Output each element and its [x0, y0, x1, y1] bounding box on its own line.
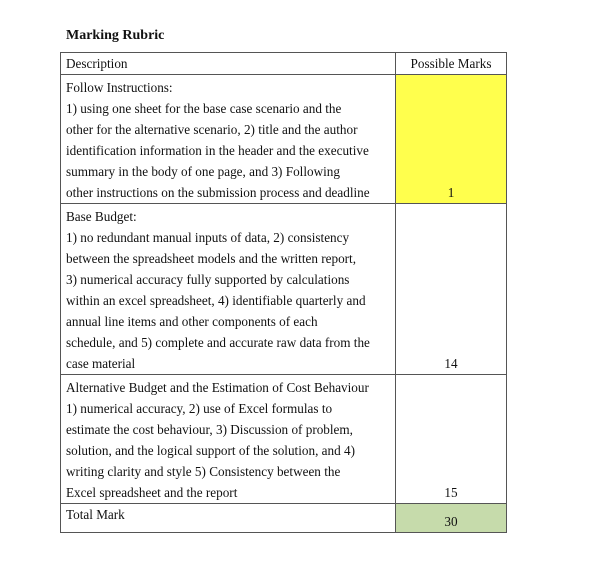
criterion-line: between the spreadsheet models and the written report,: [66, 251, 357, 266]
criterion-description: [61, 204, 396, 375]
rubric-row: [61, 75, 507, 204]
possible-marks-header: Possible Marks: [396, 53, 507, 75]
criterion-line: identification information in the header and the executive: [66, 143, 369, 158]
header-row: [61, 53, 507, 75]
criterion-line: other instructions on the submission process and deadline: [66, 185, 370, 200]
criterion-line: Excel spreadsheet and the report: [66, 485, 238, 500]
criterion-line: Alternative Budget and the Estimation of Cost Behaviour: [66, 380, 369, 395]
criterion-line: solution, and the logical support of the solution, and 4): [66, 443, 355, 458]
criterion-line: case material: [66, 356, 136, 371]
criterion-description: [61, 375, 396, 504]
criterion-line: summary in the body of one page, and 3) Following: [66, 164, 340, 179]
criterion-line: estimate the cost behaviour, 3) Discussion of problem,: [66, 422, 353, 437]
rubric-title: Marking Rubric: [66, 28, 165, 43]
criterion-line: other for the alternative scenario, 2) title and the author: [66, 122, 358, 137]
criterion-description: [61, 75, 396, 204]
criterion-marks: 14: [396, 204, 507, 375]
description-header: Description: [61, 53, 396, 75]
total-label: Total Mark: [61, 504, 396, 533]
criterion-marks: 1: [396, 75, 507, 204]
total-row: [61, 504, 507, 533]
total-marks: 30: [396, 504, 507, 533]
criterion-marks: 15: [396, 375, 507, 504]
criterion-line: Base Budget:: [66, 209, 137, 224]
criterion-line: Follow Instructions:: [66, 80, 173, 95]
criterion-line: 3) numerical accuracy fully supported by calculations: [66, 272, 350, 287]
criterion-line: 1) using one sheet for the base case scenario and the: [66, 101, 342, 116]
criterion-line: writing clarity and style 5) Consistency between the: [66, 464, 341, 479]
criterion-line: 1) numerical accuracy, 2) use of Excel formulas to: [66, 401, 333, 416]
rubric-table: [60, 52, 507, 533]
criterion-line: within an excel spreadsheet, 4) identifiable quarterly and: [66, 293, 366, 308]
criterion-line: schedule, and 5) complete and accurate raw data from the: [66, 335, 370, 350]
rubric-row: [61, 204, 507, 375]
criterion-line: annual line items and other components of each: [66, 314, 318, 329]
rubric-row: [61, 375, 507, 504]
criterion-line: 1) no redundant manual inputs of data, 2) consistency: [66, 230, 350, 245]
